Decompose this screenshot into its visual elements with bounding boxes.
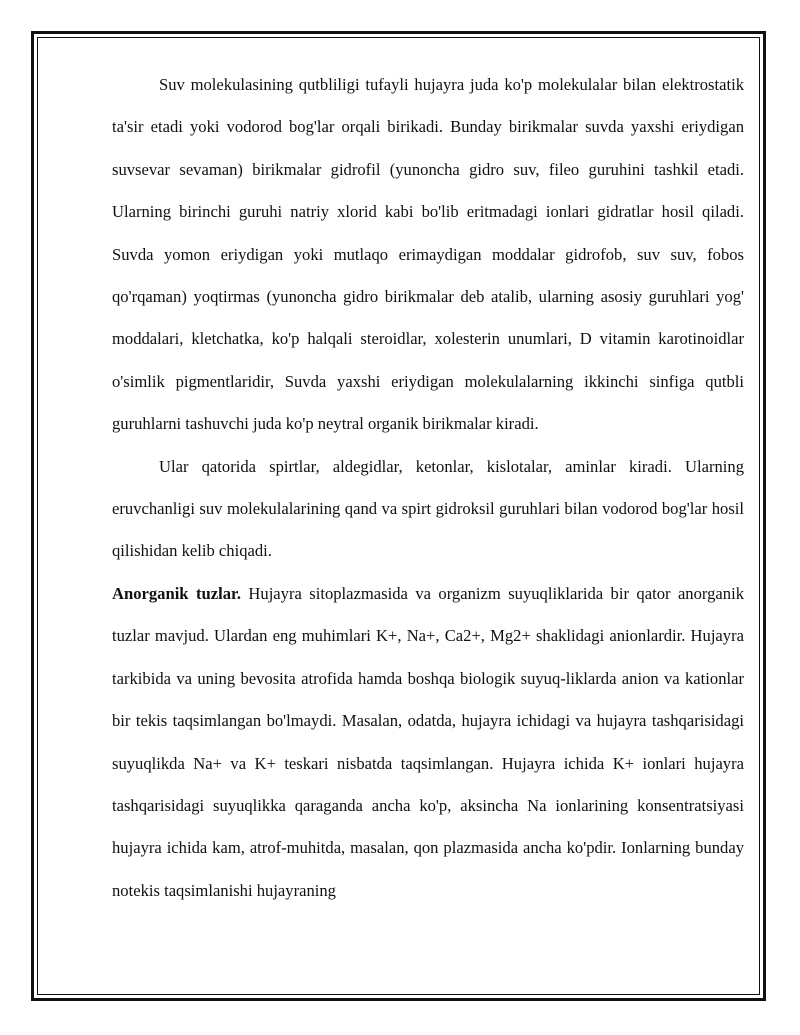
paragraph-text: Hujayra sitoplazmasida va organizm suyuqliklarida bir qator anorganik tuzlar mavjud. Ulardan eng muhimlari K+, Na+, Ca2+, Mg2+ shaklidagi anionlardir. Hujayra tarkibida va uning bevosita atrofida hamda boshqa biologik suyuq-liklarda anion va kationlar bir tekis taqsimlangan bo'lmaydi. Masalan, odatda, hujayra ichidagi va hujayra tashqarisidagi suyuqlikda Na+ va K+ teskari nisbatda taqsimlangan. Hujayra ichida K+ ionlari hujayra tashqarisidagi suyuqlikka qaraganda ancha ko'p, aksincha Na ionlarining konsentratsiyasi hujayra ichida kam, atrof-muhitda, masalan, qon plazmasida ancha ko'pdir. Ionlarning bunday notekis taqsimlanishi hujayraning xyxy=(112,583,744,900)
section-heading: Anorganik tuzlar. xyxy=(112,583,241,603)
paragraph-inorganic-salts xyxy=(112,573,744,912)
document-body xyxy=(112,64,744,912)
paragraph-text: Suv molekulasining qutbliligi tufayli hujayra juda ko'p molekulalar bilan elektrostatik ta'sir etadi yoki vodorod bog'lar orqali birikadi. Bunday birikmalar suvda yaxshi eriydigan suvsevar sevaman) birikmalar gidrofil (yunoncha gidro suv, fileo guruhini tashkil etadi. Ularning birinchi guruhi natriy xlorid kabi bo'lib eritmadagi ionlari gidratlar hosil qiladi. Suvda yomon eriydigan yoki mutlaqo erimaydigan moddalar gidrofob, suv suv, fobos qo'rqaman) yoqtirmas (yunoncha gidro birikmalar deb atalib, ularning asosiy guruhlari yog' moddalari, kletchatka, ko'p halqali steroidlar, xolesterin unumlari, D vitamin karotinoidlar o'simlik pigmentlaridir, Suvda yaxshi eriydigan molekulalarning ikkinchi sinfiga qutbli guruhlarni tashuvchi juda ko'p neytral organik birikmalar kiradi. xyxy=(112,75,744,434)
paragraph-water-polarity xyxy=(112,64,744,446)
paragraph-alcohols xyxy=(112,446,744,573)
paragraph-text: Ular qatorida spirtlar, aldegidlar, ketonlar, kislotalar, aminlar kiradi. Ularning eruvchanligi suv molekulalarining qand va spirt gidroksil guruhlari bilan vodorod bog'lar hosil qilishidan kelib chiqadi. xyxy=(112,456,744,561)
